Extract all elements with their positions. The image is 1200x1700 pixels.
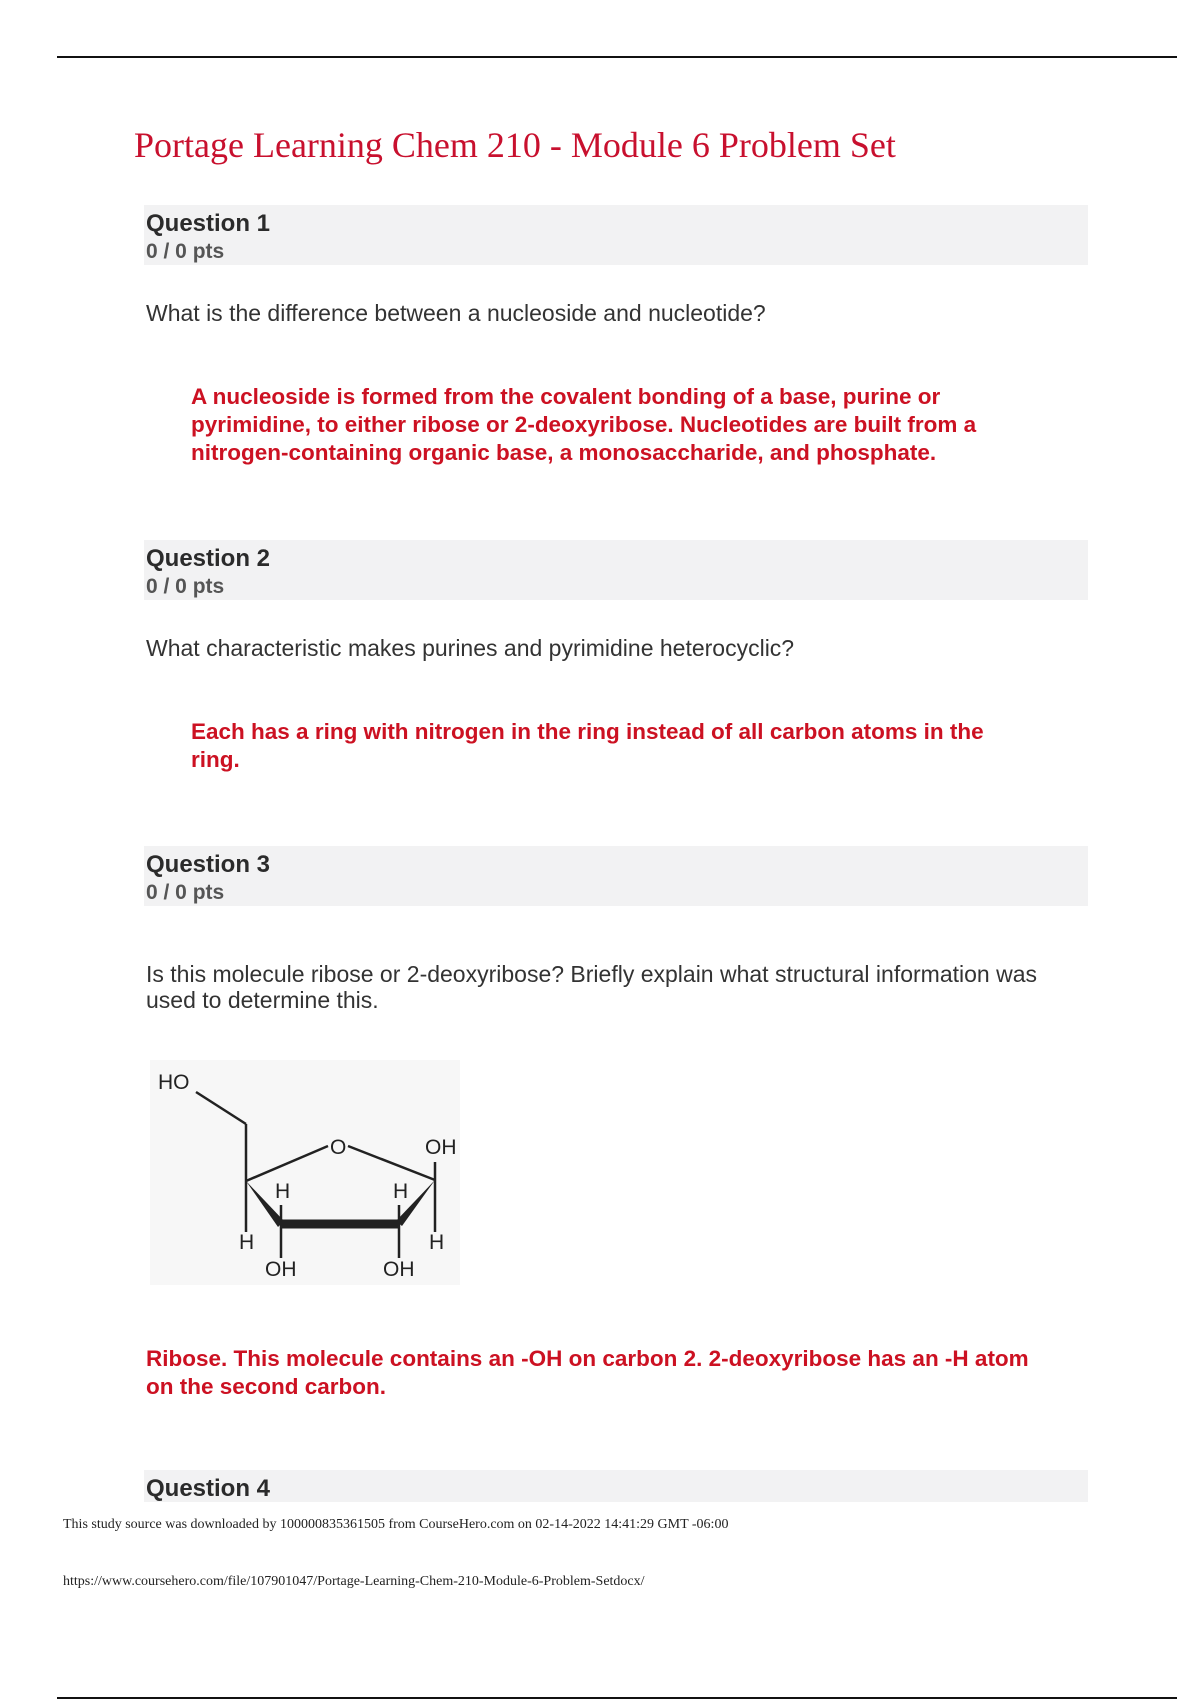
h-label: H: [393, 1180, 409, 1203]
question-header: [144, 540, 1088, 600]
ring-oxygen-label: O: [330, 1136, 347, 1159]
question-title: Question 4: [146, 1475, 271, 1502]
ribose-structure-image: [150, 1060, 460, 1285]
question-title: Question 1: [146, 210, 271, 237]
oh-label: OH: [265, 1258, 297, 1281]
oh-label: OH: [383, 1258, 415, 1281]
ribose-structure-diagram: [150, 1060, 460, 1285]
question-points: 0 / 0 pts: [146, 881, 225, 904]
question-prompt: What characteristic makes purines and pyrimidine heterocyclic?: [146, 635, 795, 661]
bond-c4-o: [246, 1146, 328, 1181]
document-title: Portage Learning Chem 210 - Module 6 Problem Set: [134, 125, 896, 165]
h-label: H: [239, 1231, 255, 1254]
answer-text: A nucleoside is formed from the covalent bonding of a base, purine or pyrimidine, to either ribose or 2-deoxyribose. Nucleotides are built from a nitrogen-containing organic base, a monosaccharide, and phosphate.: [191, 384, 977, 465]
question-title: Question 2: [146, 545, 271, 572]
question-header: [144, 846, 1088, 906]
question-header: [144, 1470, 1088, 1502]
question-points: 0 / 0 pts: [146, 240, 225, 263]
bond-ho-ch2: [196, 1092, 246, 1124]
question-prompt: Is this molecule ribose or 2-deoxyribose? Briefly explain what structural information was used to determine this.: [146, 961, 1038, 1013]
answer-text: Ribose. This molecule contains an -OH on carbon 2. 2-deoxyribose has an -H atom on the second carbon.: [146, 1346, 1029, 1399]
question-prompt: What is the difference between a nucleoside and nucleotide?: [146, 300, 766, 326]
bottom-rule: [57, 1697, 1177, 1699]
oh-label: OH: [425, 1136, 457, 1159]
answer-text: Each has a ring with nitrogen in the ring instead of all carbon atoms in the ring.: [191, 719, 984, 772]
ho-label: HO: [158, 1071, 190, 1094]
h-label: H: [275, 1180, 291, 1203]
question-title: Question 3: [146, 851, 271, 878]
source-url: https://www.coursehero.com/file/107901047/Portage-Learning-Chem-210-Module-6-Problem-Setdocx/: [63, 1574, 645, 1589]
question-points: 0 / 0 pts: [146, 575, 225, 598]
h-label: H: [429, 1231, 445, 1254]
download-source-note: This study source was downloaded by 100000835361505 from CourseHero.com on 02-14-2022 14:41:29 GMT -06:00: [63, 1517, 729, 1532]
bond-o-c1: [348, 1146, 435, 1180]
question-header: [144, 205, 1088, 265]
top-rule: [57, 56, 1177, 58]
